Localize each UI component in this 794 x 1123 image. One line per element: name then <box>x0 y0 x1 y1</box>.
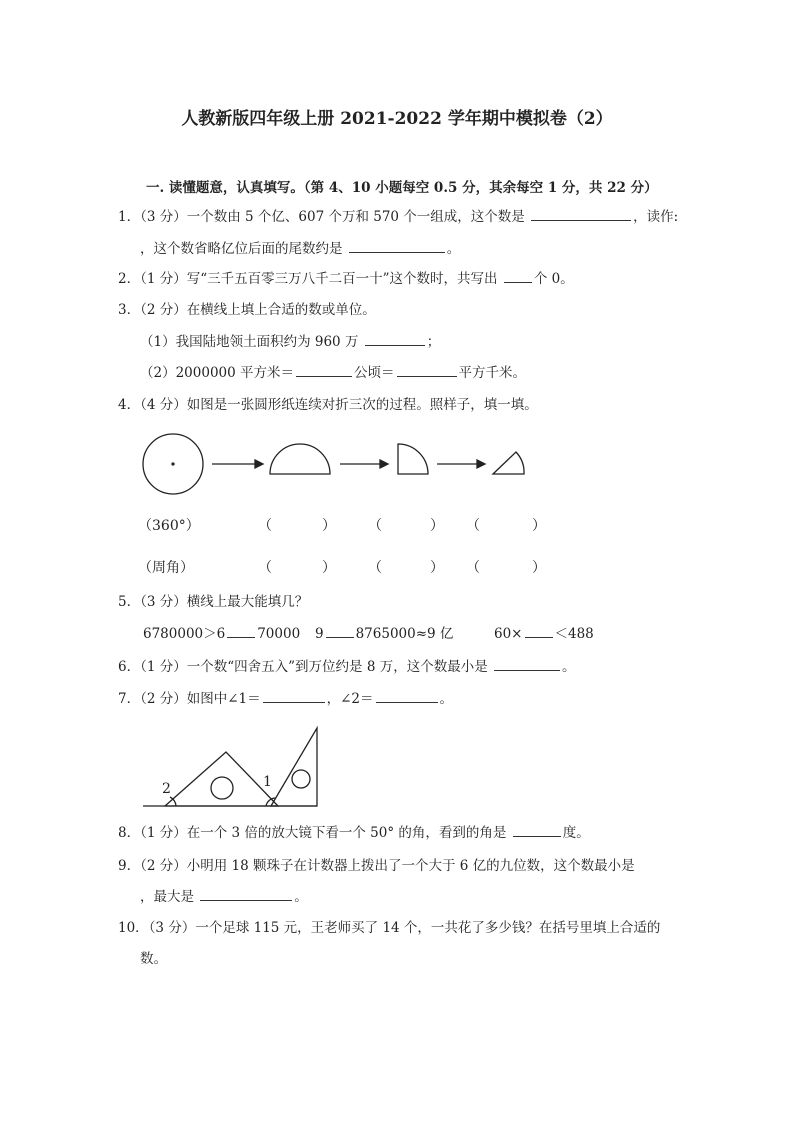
question-text: 度。 <box>562 825 590 841</box>
question-text: 。 <box>439 691 454 707</box>
row-zhoujiao-label: （周角） <box>138 560 194 576</box>
question-9 <box>118 856 635 876</box>
question-number: 7． <box>118 691 141 707</box>
question-text: （1 分）写“三千五百零三万八千二百一十”这个数时，共写出 <box>140 271 498 287</box>
paren-open: （ <box>258 518 272 534</box>
question-number: 8． <box>118 825 141 841</box>
paren-open: （ <box>466 518 480 534</box>
question-text: 公顷＝ <box>354 365 395 381</box>
question-number: 9． <box>118 858 141 874</box>
question-number: 1． <box>118 209 141 225</box>
question-text: （1 分）一个数“四舍五入”到万位约是 8 万，这个数最小是 <box>140 659 488 675</box>
question-text: 。 <box>562 659 576 675</box>
paren-close: ） <box>532 560 546 576</box>
paren-open: （ <box>258 560 272 576</box>
paren-close: ） <box>430 560 444 576</box>
paren-open: （ <box>466 560 480 576</box>
question-10 <box>118 918 660 938</box>
answer-blank[interactable] <box>200 887 292 901</box>
row-360-label: （360°） <box>138 518 200 534</box>
question-text: ，这个数省略亿位后面的尾数约是 <box>140 241 343 257</box>
question-text: ，∠2＝ <box>326 691 374 707</box>
question-8 <box>118 823 590 843</box>
paren-close: ） <box>322 518 336 534</box>
expression-text: 8765000≈9 亿 <box>355 626 454 642</box>
expression-text: 70000 <box>257 626 301 642</box>
paren-close: ） <box>430 518 444 534</box>
expression-text: ＜488 <box>554 626 594 642</box>
question-text: （1）我国陆地领土面积约为 960 万 <box>140 334 359 350</box>
question-text: ，最大是 <box>140 889 194 905</box>
question-text: （4 分）如图是一张圆形纸连续对折三次的过程。照样子，填一填。 <box>140 397 538 413</box>
triangle-hole <box>292 770 310 788</box>
section-heading: 一. 读懂题意，认真填写。（第 4、10 小题每空 0.5 分，其余每空 1 分，共 22 分） <box>146 180 658 196</box>
question-text: 。 <box>446 241 461 257</box>
question-number: 3． <box>118 302 141 318</box>
question-number: 4． <box>118 397 141 413</box>
paren-open: （ <box>368 560 382 576</box>
paren-close: ） <box>532 518 546 534</box>
question-10-line-2 <box>140 949 167 969</box>
question-text: （2 分）小明用 18 颗珠子在计数器上拨出了一个大于 6 亿的九位数，这个数最小是 <box>140 858 635 874</box>
question-text: ，读作: <box>633 209 679 225</box>
question-text: （3 分）一个足球 115 元，王老师买了 14 个，一共花了多少钱？在括号里填上合适的 <box>148 920 661 936</box>
question-number: 2． <box>118 271 141 287</box>
question-number: 5． <box>118 594 141 610</box>
paren-close: ） <box>322 560 336 576</box>
question-text: （2 分）如图中∠1＝ <box>140 691 261 707</box>
triangle-ruler-left <box>165 752 278 806</box>
question-text: ； <box>426 334 441 350</box>
question-9-line-2 <box>140 887 308 907</box>
triangle-hole <box>211 777 233 799</box>
question-number: 6． <box>118 659 141 675</box>
triangle-ruler-right <box>271 728 317 806</box>
question-text: （3 分）横线上最大能填几？ <box>140 594 309 610</box>
question-text: 平方千米。 <box>458 365 527 381</box>
question-text: （2）2000000 平方米＝ <box>140 365 295 381</box>
question-text: 。 <box>294 889 308 905</box>
angle-1-label: 1 <box>263 774 272 790</box>
expression-text: 60× <box>494 626 523 642</box>
question-text: （3 分）一个数由 5 个亿、607 个万和 570 个一组成，这个数是 <box>140 209 525 225</box>
angle-2-label: 2 <box>162 781 171 797</box>
paren-open: （ <box>368 518 382 534</box>
question-text: （1 分）在一个 3 倍的放大镜下看一个 50° 的角，看到的角是 <box>140 825 507 841</box>
expression-text: 9 <box>315 626 324 642</box>
expression-text: 6780000＞6 <box>143 626 226 642</box>
page-title: 人教新版四年级上册 2021-2022 学年期中模拟卷（2） <box>181 109 613 129</box>
answer-blank[interactable] <box>513 823 561 837</box>
question-text: 个 0。 <box>533 271 574 287</box>
question-text: （2 分）在横线上填上合适的数或单位。 <box>140 302 376 318</box>
question-number: 10． <box>118 920 149 936</box>
question-text: 数。 <box>140 951 167 967</box>
